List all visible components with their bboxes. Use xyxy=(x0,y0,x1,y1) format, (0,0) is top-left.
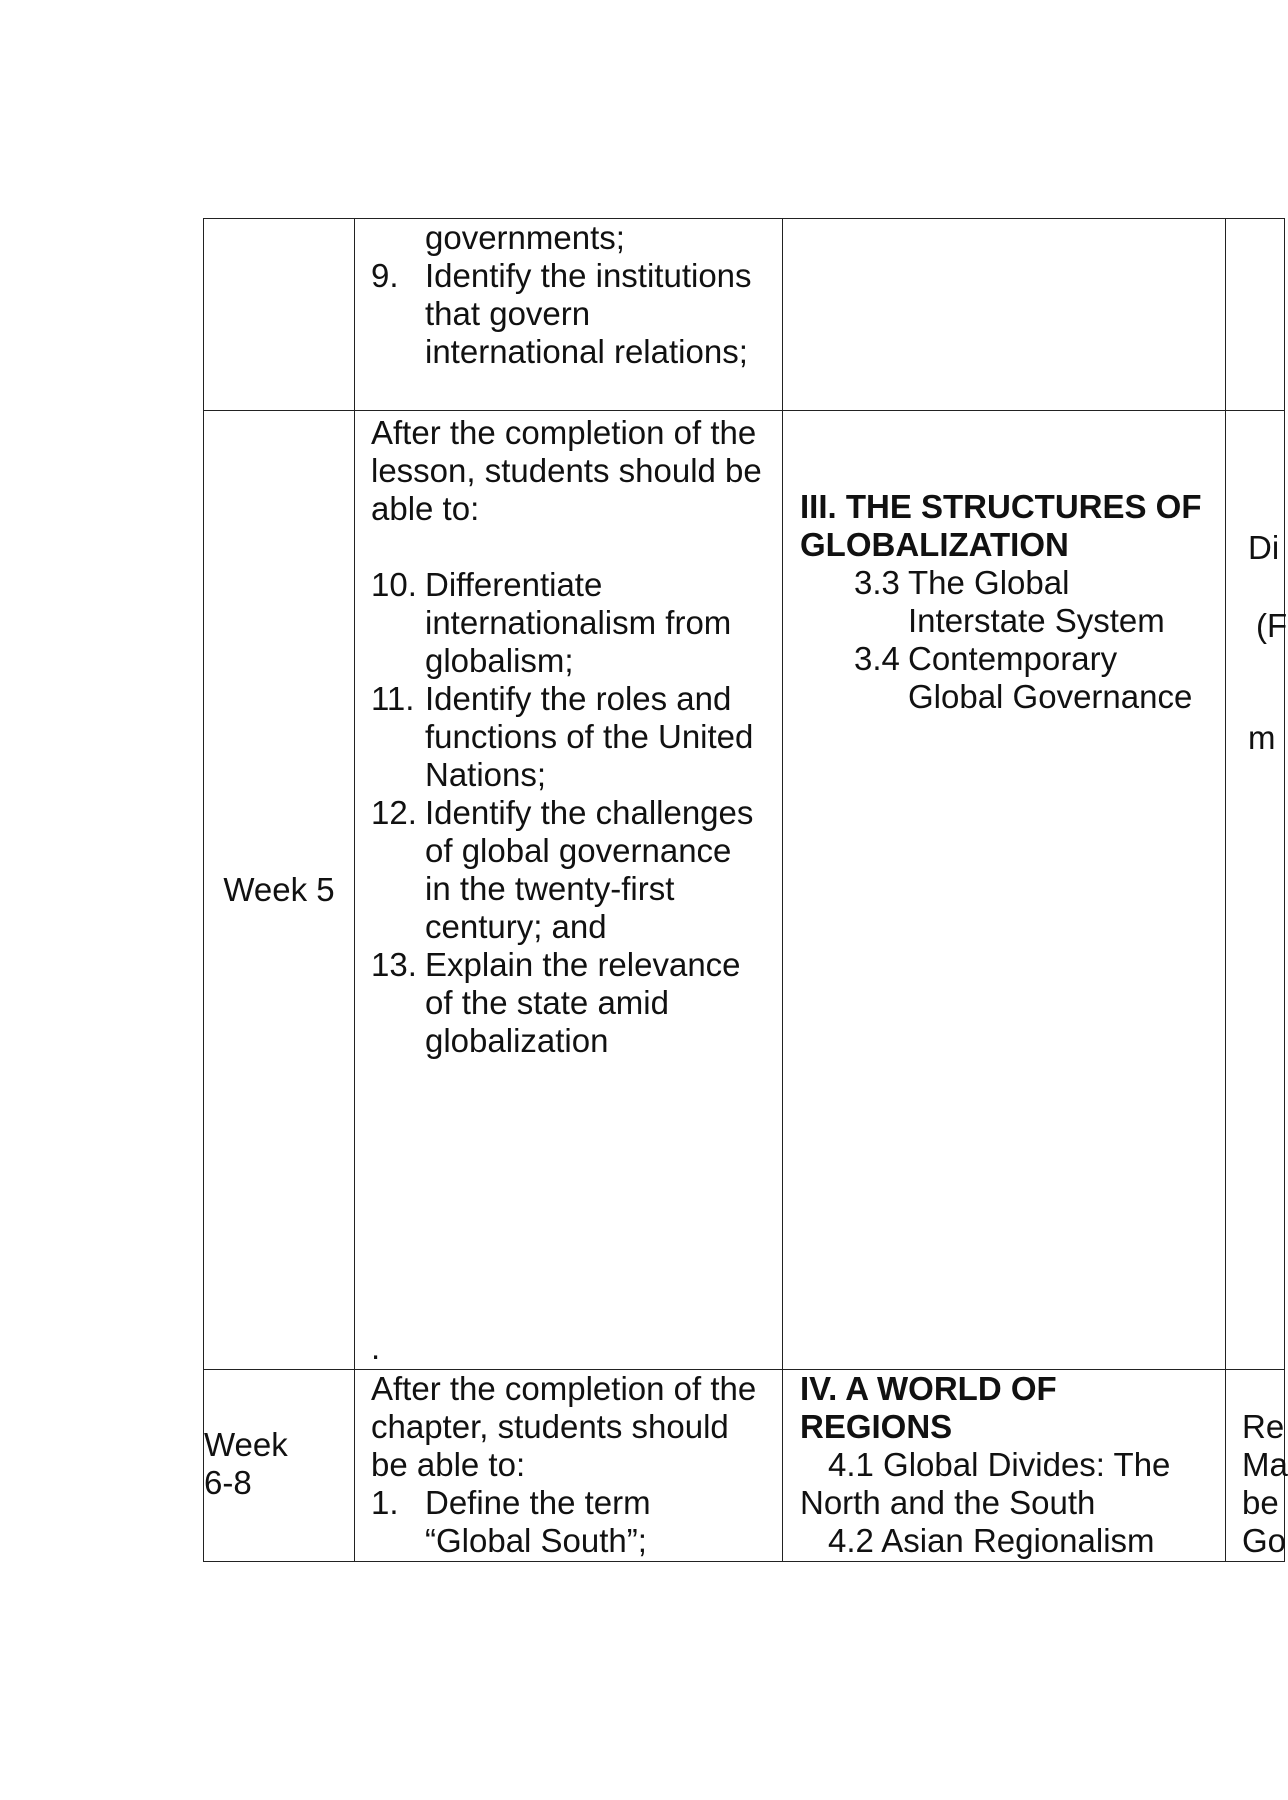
row2-last-cell xyxy=(1225,410,1288,1370)
continued-line xyxy=(371,219,768,257)
objective-line: international relations; xyxy=(425,333,748,370)
objective-line: of global governance xyxy=(425,832,732,869)
objective-line: internationalism from xyxy=(425,604,732,641)
subtopic-line: Contemporary xyxy=(908,640,1118,677)
objective-number: 13. xyxy=(371,946,417,983)
topic-line: North and the South xyxy=(800,1484,1096,1521)
objective-line: in the twenty-first xyxy=(425,870,675,907)
objective-line: Explain the relevance xyxy=(425,946,741,983)
truncated-text: Go xyxy=(1242,1522,1287,1559)
row2-topics-cell xyxy=(782,410,1226,1370)
objective-item-13 xyxy=(371,946,768,1060)
week-label: Week xyxy=(204,1426,288,1463)
row1-week-cell xyxy=(203,218,355,411)
objectives-intro-line: be able to: xyxy=(371,1446,526,1483)
subtopic-line: Interstate System xyxy=(908,602,1165,639)
row2-objectives-cell xyxy=(354,410,783,1370)
row1-topics-cell xyxy=(782,218,1226,411)
objective-line: “Global South”; xyxy=(425,1522,647,1559)
subtopic-line: Global Governance xyxy=(908,678,1193,715)
objective-number: 1. xyxy=(371,1484,399,1521)
objective-line: Differentiate xyxy=(425,566,603,603)
objective-line: that govern xyxy=(425,295,591,332)
trailing-period: . xyxy=(371,1329,381,1366)
row2-week-cell xyxy=(203,410,355,1370)
objective-number: 11. xyxy=(371,680,415,717)
objective-item-1 xyxy=(371,1484,768,1560)
objective-item-9 xyxy=(371,257,768,371)
topic-heading: IV. A WORLD OF xyxy=(800,1370,1057,1407)
objective-line: Define the term xyxy=(425,1484,651,1521)
objective-item-11 xyxy=(371,680,768,794)
objective-item-10 xyxy=(371,566,768,680)
subtopic-number: 3.4 xyxy=(854,640,900,677)
objective-line: century; and xyxy=(425,908,607,945)
objective-number: 9. xyxy=(371,257,399,294)
truncated-text: Di xyxy=(1248,529,1280,566)
truncated-text: m xyxy=(1248,719,1276,756)
truncated-text: Ma xyxy=(1242,1446,1288,1483)
row1-objectives-cell xyxy=(354,218,783,411)
objective-line: Identify the roles and xyxy=(425,680,732,717)
objective-line: of the state amid xyxy=(425,984,669,1021)
objectives-intro-line: chapter, students should xyxy=(371,1408,729,1445)
row1-last-cell xyxy=(1225,218,1285,411)
topic-heading: GLOBALIZATION xyxy=(800,526,1069,563)
topic-heading: III. THE STRUCTURES OF xyxy=(800,488,1202,525)
truncated-text: Re xyxy=(1242,1408,1285,1445)
objectives-intro-line: able to: xyxy=(371,490,480,527)
row3-topics-cell xyxy=(782,1369,1226,1562)
topic-heading: REGIONS xyxy=(800,1408,953,1445)
topic-line: 4.1 Global Divides: The xyxy=(828,1446,1171,1483)
objective-line: functions of the United xyxy=(425,718,754,755)
objective-line: Nations; xyxy=(425,756,547,793)
row3-week-cell xyxy=(203,1369,355,1562)
subtopic-3-3 xyxy=(800,564,1211,640)
week-label: Week 5 xyxy=(223,871,335,908)
objective-number: 12. xyxy=(371,794,417,831)
row3-last-cell xyxy=(1225,1369,1288,1562)
topic-line: 4.2 Asian Regionalism xyxy=(828,1522,1155,1559)
subtopic-3-4 xyxy=(800,640,1211,716)
objectives-intro-line: lesson, students should be xyxy=(371,452,762,489)
truncated-text: (F xyxy=(1256,607,1288,644)
objectives-intro-line: After the completion of the xyxy=(371,1370,757,1407)
week-label: 6-8 xyxy=(204,1464,252,1501)
objective-item-12 xyxy=(371,794,768,946)
objectives-intro-line: After the completion of the xyxy=(371,414,757,451)
subtopic-number: 3.3 xyxy=(854,564,900,601)
subtopic-line: The Global xyxy=(908,564,1070,601)
objective-line: Identify the institutions xyxy=(425,257,752,294)
objective-line: globalism; xyxy=(425,642,574,679)
objective-number: 10. xyxy=(371,566,417,603)
truncated-text: be xyxy=(1242,1484,1279,1521)
objective-continued-text: governments; xyxy=(425,219,625,256)
objective-line: Identify the challenges xyxy=(425,794,754,831)
row3-objectives-cell xyxy=(354,1369,783,1562)
objective-line: globalization xyxy=(425,1022,609,1059)
